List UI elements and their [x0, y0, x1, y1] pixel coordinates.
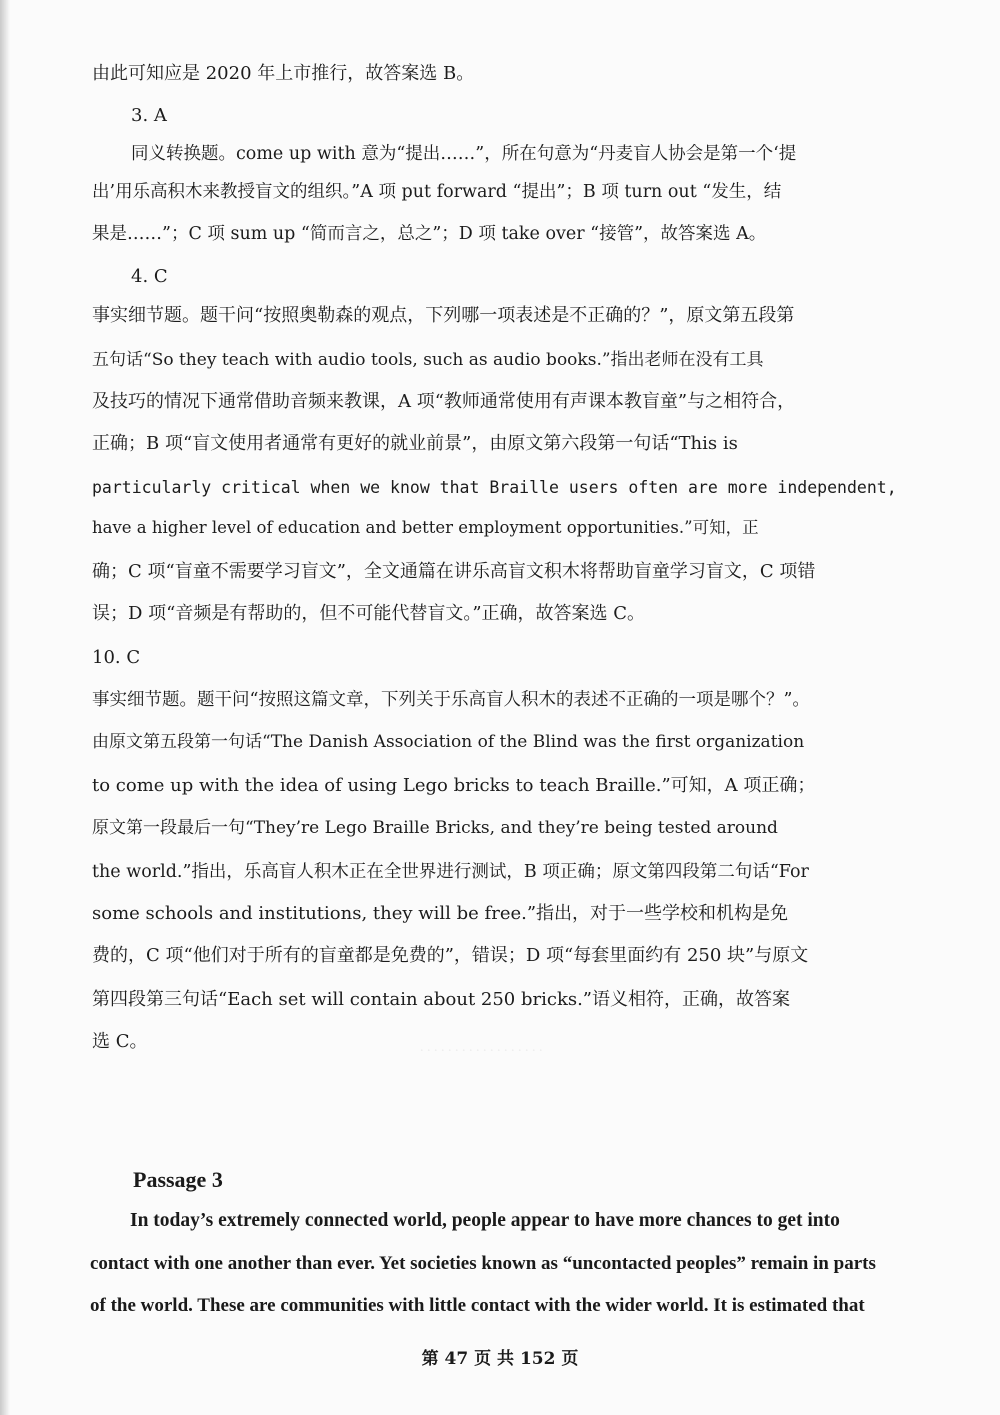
- passage-title: Passage 3: [133, 1167, 223, 1192]
- answer-line-18: to come up with the idea of using Lego bricks to teach Braille.”可知，A 项正确；: [92, 775, 816, 796]
- answer-line-24: 选 C。: [92, 1031, 148, 1052]
- answer-line-23: 第四段第三句话“Each set will contain about 250 bricks.”语义相符，正确，故答案: [92, 989, 791, 1010]
- answer-line-8: 五句话“So they teach with audio tools, such as audio books.”指出老师在没有工具: [92, 350, 764, 370]
- passage-line-3: of the world. These are communities with little contact with the wider world. It is estimated that: [90, 1295, 865, 1316]
- answer-line-4: 出’用乐高积木来教授盲文的组织。”A 项 put forward “提出”；B 项 turn out “发生，结: [92, 182, 782, 202]
- answer-line-7: 事实细节题。题干问“按照奥勒森的观点，下列哪一项表述是不正确的？”，原文第五段第: [92, 305, 795, 326]
- scan-edge-shadow: [0, 0, 10, 1415]
- answer-line-12: have a higher level of education and better employment opportunities.”可知，正: [92, 518, 759, 537]
- answer-line-3: 同义转换题。come up with 意为“提出……”，所在句意为“丹麦盲人协会是第一个‘提: [131, 144, 797, 164]
- answer-line-21: some schools and institutions, they will be free.”指出，对于一些学校和机构是免: [92, 903, 789, 924]
- answer-line-22: 费的，C 项“他们对于所有的盲童都是免费的”，错误；D 项“每套里面约有 250 块”与原文: [92, 945, 809, 966]
- answer-line-10: 正确；B 项“盲文使用者通常有更好的就业前景”，由原文第六段第一句话“This is: [92, 433, 738, 454]
- answer-line-20: the world.”指出，乐高盲人积木正在全世界进行测试，B 项正确；原文第四段第二句话“For: [92, 862, 809, 882]
- question-number-10: 10. C: [92, 647, 141, 668]
- answer-line-5: 果是……”；C 项 sum up “简而言之，总之”；D 项 take over “接管”，故答案选 A。: [92, 224, 767, 244]
- question-number-4: 4. C: [131, 266, 168, 287]
- answer-line-17: 由原文第五段第一句话“The Danish Association of the Blind was the first organization: [92, 732, 805, 752]
- answer-line-9: 及技巧的情况下通常借助音频来教课，A 项“教师通常使用有声课本教盲童”与之相符合，: [92, 391, 796, 412]
- passage-line-2: contact with one another than ever. Yet societies known as “uncontacted peoples” remain in parts: [90, 1253, 876, 1274]
- page-number-footer: 第 47 页 共 152 页: [421, 1349, 579, 1369]
- question-number-3: 3. A: [131, 105, 167, 126]
- answer-line-13: 确；C 项“盲童不需要学习盲文”，全文通篇在讲乐高盲文积木将帮助盲童学习盲文，C 项错: [92, 561, 816, 582]
- answer-line-19: 原文第一段最后一句“They’re Lego Braille Bricks, and they’re being tested around: [92, 818, 778, 838]
- answer-line-16: 事实细节题。题干问“按照这篇文章，下列关于乐高盲人积木的表述不正确的一项是哪个？”。: [92, 690, 810, 710]
- passage-line-1: In today’s extremely connected world, people appear to have more chances to get into: [130, 1210, 840, 1231]
- answer-line-1: 由此可知应是 2020 年上市推行，故答案选 B。: [92, 63, 475, 84]
- bleed-through-text: . . . . . . . . . . . . . . . . . .: [420, 1040, 543, 1055]
- answer-line-11: particularly critical when we know that Braille users often are more independent,: [92, 478, 897, 497]
- answer-line-14: 误；D 项“音频是有帮助的，但不可能代替盲文。”正确，故答案选 C。: [92, 603, 646, 624]
